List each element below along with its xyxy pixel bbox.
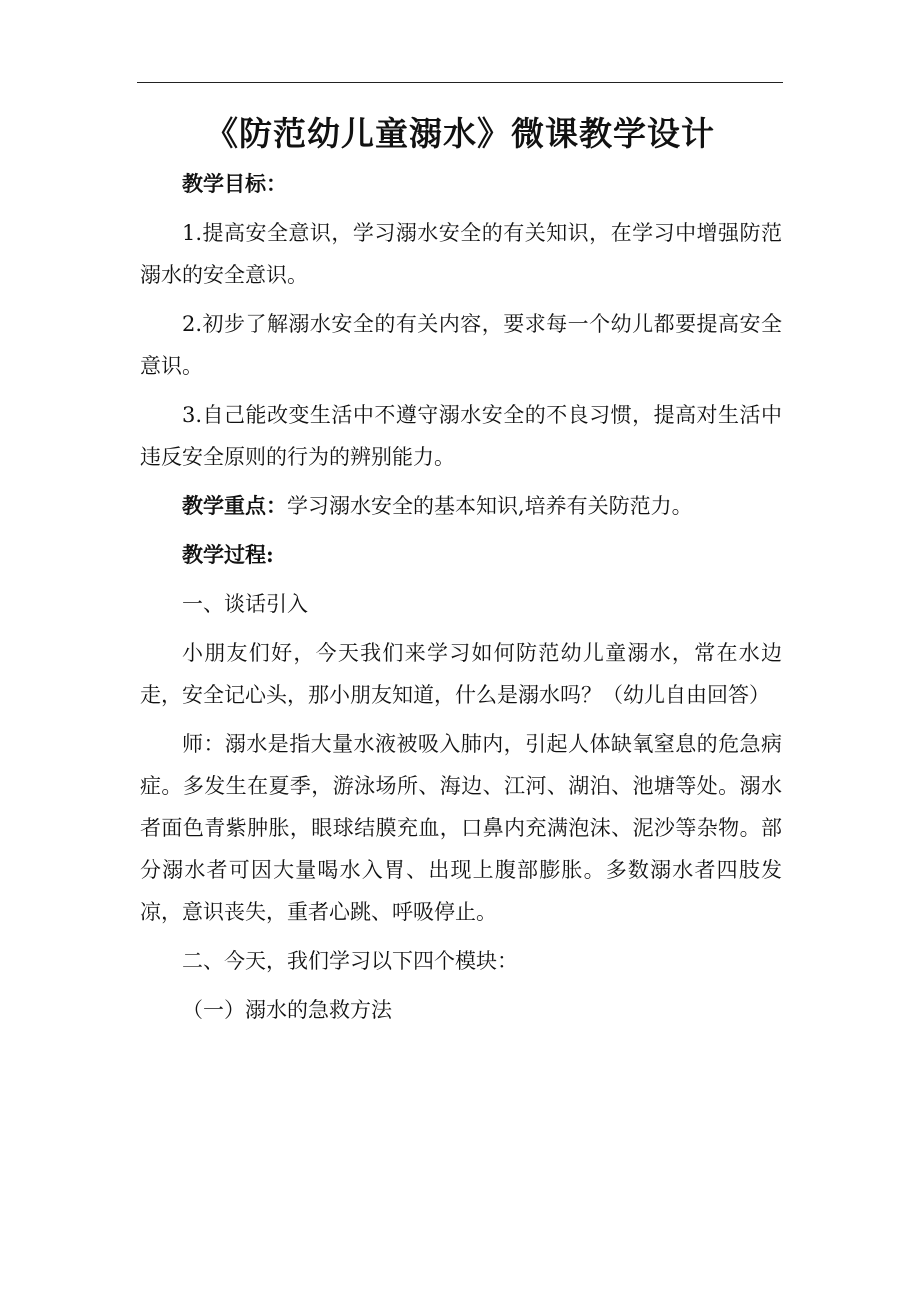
section-1-paragraph-2: 师：溺水是指大量水液被吸入肺内，引起人体缺氧窒息的危急病症。多发生在夏季，游泳场所、海边、江河、湖泊、池塘等处。溺水者面色青紫肿胀，眼球结膜充血，口鼻内充满泡沫、泥沙等杂物。部分溺水者可因大量喝水入胃、出现上腹部膨胀。多数溺水者四肢发凉，意识丧失，重者心跳、呼吸停止。 xyxy=(140,732,782,924)
key-points xyxy=(140,485,782,527)
objectives-heading: 教学目标： xyxy=(182,171,287,196)
document-body xyxy=(140,163,782,1038)
module-1-heading: （一）溺水的急救方法 xyxy=(182,998,392,1022)
objective-item-1: 1.提高安全意识，学习溺水安全的有关知识，在学习中增强防范溺水的安全意识。 xyxy=(140,221,782,287)
key-points-label: 教学重点： xyxy=(182,493,287,518)
key-points-text: 学习溺水安全的基本知识,培养有关防范力。 xyxy=(287,494,693,518)
section-2-heading: 二、今天，我们学习以下四个模块： xyxy=(182,949,518,973)
objective-item-3: 3.自己能改变生活中不遵守溺水安全的不良习惯，提高对生活中违反安全原则的行为的辨别能力。 xyxy=(140,403,782,469)
objective-item-2: 2.初步了解溺水安全的有关内容，要求每一个幼儿都要提高安全意识。 xyxy=(140,312,782,378)
section-1-paragraph-1: 小朋友们好，今天我们来学习如何防范幼儿童溺水，常在水边走，安全记心头，那小朋友知道，什么是溺水吗？（幼儿自由回答） xyxy=(140,641,782,707)
section-1-heading: 一、谈话引入 xyxy=(182,592,308,616)
header-rule xyxy=(137,82,783,83)
process-heading: 教学过程: xyxy=(182,542,274,567)
document-title: 《防范幼儿童溺水》微课教学设计 xyxy=(205,114,715,153)
